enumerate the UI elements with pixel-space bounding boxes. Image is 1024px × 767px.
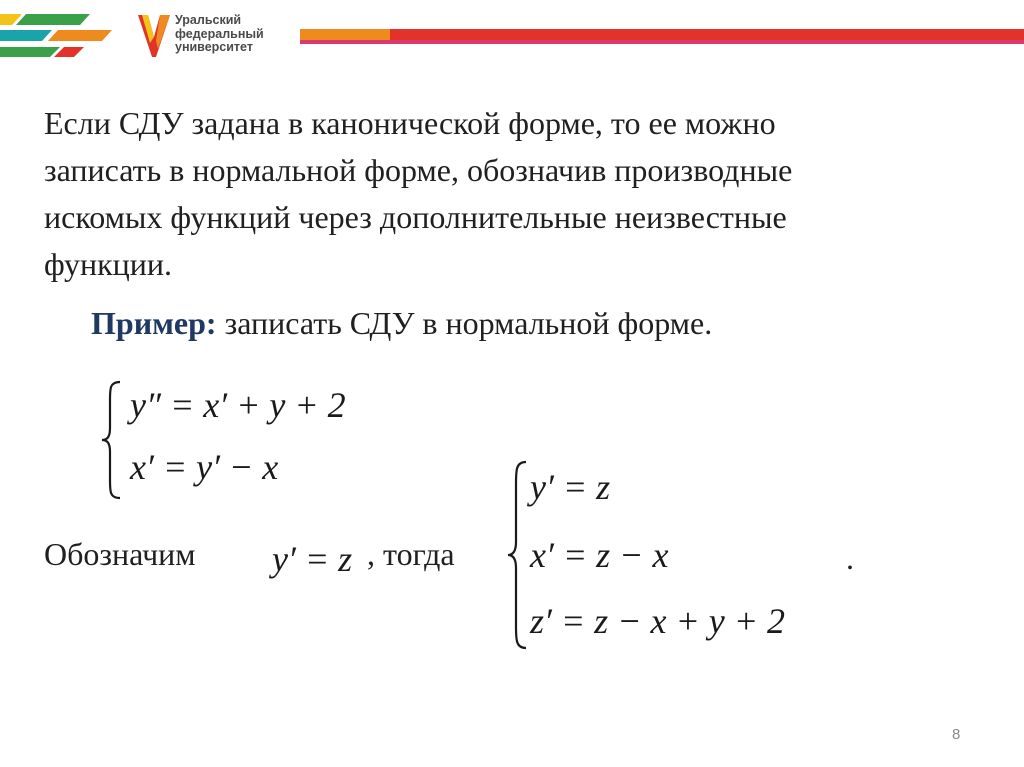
paragraph-line: искомых функций через дополнительные неизвестные [44, 199, 787, 235]
university-name [175, 14, 295, 55]
example-label: Пример: [91, 305, 217, 341]
trailing-dot: . [846, 540, 854, 576]
designation-formula: y′ = z [272, 539, 353, 579]
university-logo-icon [136, 13, 172, 59]
example-line [91, 305, 712, 342]
equation-2: x′ = y′ − x [130, 447, 279, 487]
equation-2: x′ = z − x [530, 535, 669, 575]
equation-3: z′ = z − x + y + 2 [530, 601, 786, 641]
left-brace-icon [100, 380, 124, 500]
logo-line-1: Уральский [175, 13, 242, 27]
left-brace-icon [506, 460, 530, 650]
then-word: , тогда [367, 536, 455, 572]
designate-word: Обозначим [44, 536, 196, 572]
paragraph-line: записать в нормальной форме, обозначив производные [44, 152, 793, 188]
page-number: 8 [952, 726, 961, 743]
equation-1: y′ = z [530, 467, 611, 507]
intro-paragraph [44, 100, 994, 288]
paragraph-line: функции. [44, 246, 172, 282]
logo-line-3: университет [175, 40, 253, 54]
paragraph-line: Если СДУ задана в канонической форме, то ее можно [44, 105, 776, 141]
example-text: записать СДУ в нормальной форме. [216, 305, 713, 341]
logo-line-2: федеральный [175, 26, 264, 41]
equation-1: y″ = x′ + y + 2 [130, 385, 346, 425]
